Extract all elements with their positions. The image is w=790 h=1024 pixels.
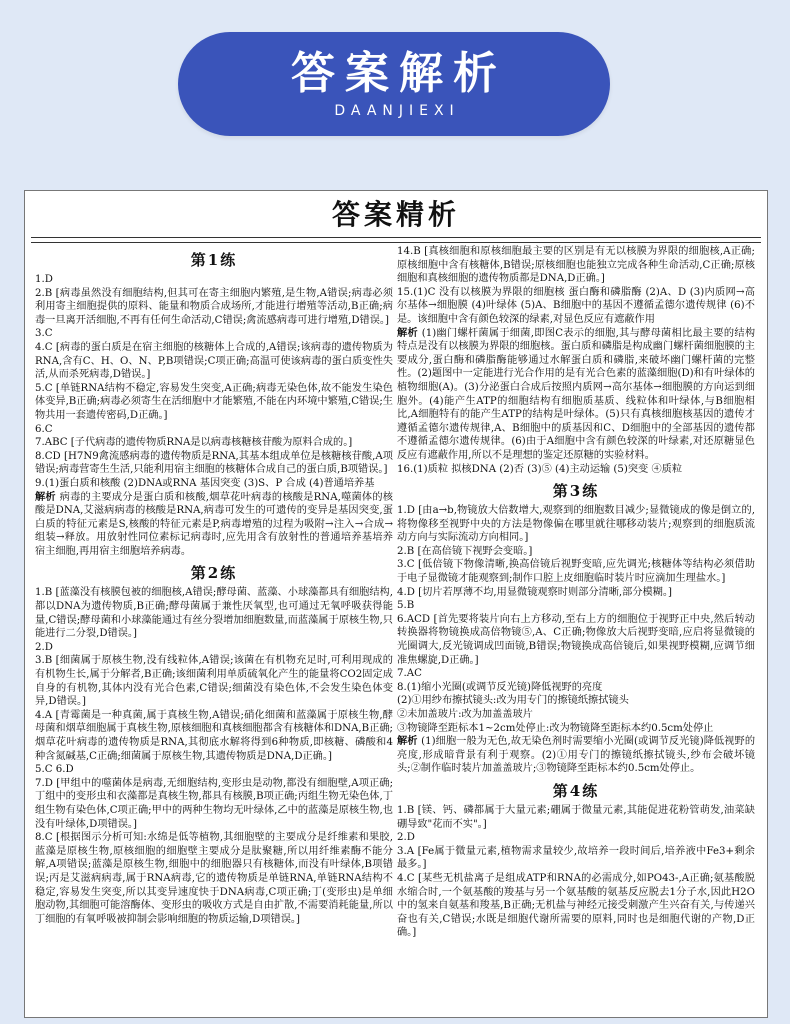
answer-item: 2.B [病毒虽然没有细胞结构,但其可在寄主细胞内繁殖,是生物,A错误;病毒必须利用寄主细胞提供的原料、能量和物质合成场所,才能进行增殖等活动,B正确;病毒一旦离开活细胞,不再有任何生命活动,C错误;禽流感病毒可进行增殖,D错误。] [35,287,393,326]
answer-item: 4.A [青霉菌是一种真菌,属于真核生物,A错误;硝化细菌和蓝藻属于原核生物,酵母菌和烟草细胞属于真核生物,原核细胞和真核细胞都含有核糖体和DNA,B正确;烟草花叶病毒的遗传物质是RNA,其彻底水解将得到6种物质,即核糖、磷酸和4种含氮碱基,C正确;细菌属于原核生物,其遗传物质是DNA,D正确。] [35,709,393,762]
answer-item: 5.B [397,600,415,612]
explanation-text: (1)细胞一般为无色,故无染色剂时需要缩小光圈(或调节反光镜)降低视野的亮度,形成暗背景有利于观察。(2)①用专门的擦镜纸擦拭镜头,纱布会破坏镜头;②制作临时装片加盖盖玻片;③物镜降至距标本约0.5cm处停止。 [397,736,755,775]
section-heading: 第2练 [190,564,238,583]
page-title: 答案精析 [331,198,460,231]
right-column [397,245,755,1015]
title-rule-thin [31,242,761,243]
section-heading: 第4练 [552,781,600,800]
answer-item: 2.D [397,832,415,844]
answer-item: 4.C [病毒的蛋白质是在宿主细胞的核糖体上合成的,A错误;该病毒的遗传物质为RNA,含有C、H、O、N、P,B项错误;C项正确;高温可使该病毒的蛋白质变性失活,从而杀死病毒,D错误。] [35,341,393,381]
answer-item: ③物镜降至距标本1~2cm处停止:改为物镜降至距标本约0.5cm处停止 [397,722,714,734]
explanation-label: 解析 [35,490,60,503]
section-heading: 第3练 [552,482,600,501]
explanation-text: 病毒的主要成分是蛋白质和核酸,烟草花叶病毒的核酸是RNA,噬菌体的核酸是DNA,艾滋病病毒的核酸是RNA,病毒可发生的可遗传的变异是基因突变,蛋白质的特征元素是S,核酸的特征元素是P,病毒增殖的过程为吸附→注入→合成→组装→释放。用放射性同位素标记病毒时,应先用含有放射性的普通培养基培养宿主细胞,再用宿主细胞培养病毒。 [35,491,393,557]
header-banner [178,32,610,136]
answer-item: 7.D [甲组中的噬菌体是病毒,无细胞结构,变形虫是动物,都没有细胞壁,A项正确;丁组中的变形虫和衣藻都是真核生物,都具有核膜,B项正确;丙组生物无染色体,丁组生物有染色体,C项正确;甲中的两种生物均无叶绿体,乙中的蓝藻是原核生物,也没有叶绿体,D项错误。] [35,777,393,830]
answer-item: (2)①用纱布擦拭镜头:改为用专门的擦镜纸擦拭镜头 [397,695,629,707]
answer-item: 2.D [35,641,53,653]
section-heading: 第1练 [190,251,238,269]
answer-item: 16.(1)质粒 拟核DNA (2)否 (3)⑤ (4)主动运输 (5)突变 ④质粒 [397,463,683,475]
explanation-block [397,735,755,776]
answer-item: 1.D [由a→b,物镜放大倍数增大,观察到的细胞数目减少;显微镜成的像是倒立的,将物像移至视野中央的方法是物像偏在哪里就往哪移动装片;观察到的细胞质流动方向与实际流动方向相同。] [397,505,755,544]
answer-item: 3.C [35,328,53,340]
left-column [35,245,393,1015]
answer-item: 9.(1)蛋白质和核酸 (2)DNA或RNA 基因突变 (3)S、P 合成 (4)普通培养基 [35,477,375,489]
answer-item: 3.B [细菌属于原核生物,没有线粒体,A错误;该菌在有机物充足时,可利用现成的有机物生长,属于分解者,B正确;该细菌利用单质硫氧化产生的能量将CO2固定成自身的有机物,其体内没有光合色素,C错误;细菌没有染色体,不会发生染色体变异,D错误。] [35,655,393,708]
answer-item: 3.C [低倍镜下物像清晰,换高倍镜后视野变暗,应先调光;核糖体等结构必须借助于电子显微镜才能观察到;制作口腔上皮细胞临时装片时应滴加生理盐水。] [397,559,755,585]
answer-item: 5.C 6.D [35,764,74,776]
explanation-label: 解析 [397,735,422,748]
answer-item: 2.B [在高倍镜下视野会变暗。] [397,545,533,557]
explanation-block [35,491,393,559]
answer-item: 4.C [某些无机盐离子是组成ATP和RNA的必需成分,如PO43-,A正确;氨基酸脱水缩合时,一个氨基酸的羧基与另一个氨基酸的氨基反应脱去1分子水,因此H2O中的氢来自氨基和羧基,B正确;无机盐与神经元接受刺激产生兴奋有关,与传递兴奋也有关,C错误;水既是细胞代谢所需要的原料,同时也是细胞代谢的产物,D正确。] [397,872,755,939]
answer-item: 1.B [蓝藻没有核膜包被的细胞核,A错误;酵母菌、蓝藻、小球藻都具有细胞结构,都以DNA为遗传物质,B正确;酵母菌属于兼性厌氧型,也可通过无氧呼吸获得能量,C错误;酵母菌和小球藻能通过有丝分裂增加细胞数量,而蓝藻属于原核生物,只能进行二分裂,D错误。] [35,587,393,640]
answer-item: 5.C [单链RNA结构不稳定,容易发生突变,A正确;病毒无染色体,故不能发生染色体变异,B正确;病毒必须寄生在活细胞中才能繁殖,不能在内环境中繁殖,C错误;生物共用一套遗传密码,D正确。] [35,382,393,421]
explanation-text: (1)幽门螺杆菌属于细菌,即图C表示的细胞,其与酵母菌相比最主要的结构特点是没有以核膜为界限的细胞核。蛋白质和磷脂是构成幽门螺杆菌细胞膜的主要成分,蛋白酶和磷脂酶能够通过水解蛋白质和磷脂,来破坏幽门螺杆菌的完整性。(2)题图中一定能进行光合作用的是有光合色素的蓝藻细胞(D)和有叶绿体的植物细胞(A)。(3)分泌蛋白合成后按照内质网→高尔基体→细胞膜的方向运到细胞外。(4)能产生ATP的细胞结构有细胞质基质、线粒体和叶绿体,与B细胞相比,A细胞特有的能产生ATP的结构是叶绿体。(5)只有真核细胞核基因的遗传才遵循孟德尔遗传规律,A、B细胞中的质基因和C、D细胞中的全部基因的遗传都不遵循孟德尔遗传规律。(6)由于A细胞中含有颜色较深的叶绿素,对还原糖显色反应有遮蔽作用,所以不是理想的鉴定还原糖的实验材料。 [397,327,755,461]
explanation-block [397,327,755,463]
answer-item: 8.(1)缩小光圈(或调节反光镜)降低视野的亮度 [397,681,603,693]
answer-item: 8.CD [H7N9禽流感病毒的遗传物质是RNA,其基本组成单位是核糖核苷酸,A项错误;病毒营寄生生活,只能利用宿主细胞的核糖体合成自己的蛋白质,B项错误。] [35,450,393,476]
banner-subtitle: DAANJIEXI [334,103,460,119]
answer-item: 15.(1)C 没有以核膜为界限的细胞核 蛋白酶和磷脂酶 (2)A、D (3)内质网→高尔基体→细胞膜 (4)叶绿体 (5)A、B细胞中的基因不遵循孟德尔遗传规律 (6)不是。该细胞中含有颜色较深的绿素,对显色反应有遮蔽作用 [397,286,755,325]
answer-item: 8.C [根据图示分析可知:水绵是低等植物,其细胞壁的主要成分是纤维素和果胶,蓝藻是原核生物,原核细胞的细胞壁主要成分是肽聚糖,所以用纤维素酶不能分解,A项错误;蓝藻是原核生物,细胞中的细胞器只有核糖体,而没有叶绿体,B项错误;丙是艾滋病病毒,属于RNA病毒,它的遗传物质是单链RNA,单链RNA结构不稳定,容易发生突变,所以其变异速度快于DNA病毒,C项正确;丁(变形虫)是单细胞动物,其细胞可能溶酶体、变形虫的吸收方式是自由扩散,不需要消耗能量,所以丁细胞的有氧呼吸被抑制会影响细胞的物质运输,D项错误。] [35,832,393,925]
answer-item: 6.ACD [首先要将装片向右上方移动,至右上方的细胞位于视野正中央,然后转动转换器将物镜换成高倍物镜⑤,A、C正确;物像放大后视野变暗,应启将显微镜的光圈调大,反光镜调成凹面镜,B错误;物镜换成高倍镜后,如果视野模糊,应调节细准焦螺旋,D正确。] [397,613,755,666]
answer-item: 7.AC [397,668,422,680]
banner-title: 答案解析 [291,48,507,99]
explanation-label: 解析 [397,326,422,339]
answer-item: 6.C [35,423,53,435]
answer-item: 7.ABC [子代病毒的遗传物质RNA是以病毒核糖核苷酸为原料合成的。] [35,437,353,449]
answer-item: 3.A [Fe属于微量元素,植物需求量较少,故培养一段时间后,培养液中Fe3+剩余最多。] [397,845,755,871]
answer-sheet [24,190,768,1018]
answer-item: 4.D [切片若厚薄不均,用显微镜观察时则部分清晰,部分模糊。] [397,586,672,598]
answer-item: 14.B [真核细胞和原核细胞最主要的区别是有无以核膜为界限的细胞核,A正确;原核细胞中含有核糖体,B错误;原核细胞也能独立完成各种生命活动,C正确;原核细胞和真核细胞的遗传物质都是DNA,D正确。] [397,246,755,285]
answer-item: 1.B [镁、钙、磷都属于大量元素;硼属于微量元素,其能促进花粉管萌发,油菜缺硼导致"花而不实"。] [397,804,755,830]
title-rule [31,237,761,238]
answer-item: 1.D [35,274,53,285]
answer-item: ②未加盖玻片:改为加盖盖玻片 [397,709,533,720]
